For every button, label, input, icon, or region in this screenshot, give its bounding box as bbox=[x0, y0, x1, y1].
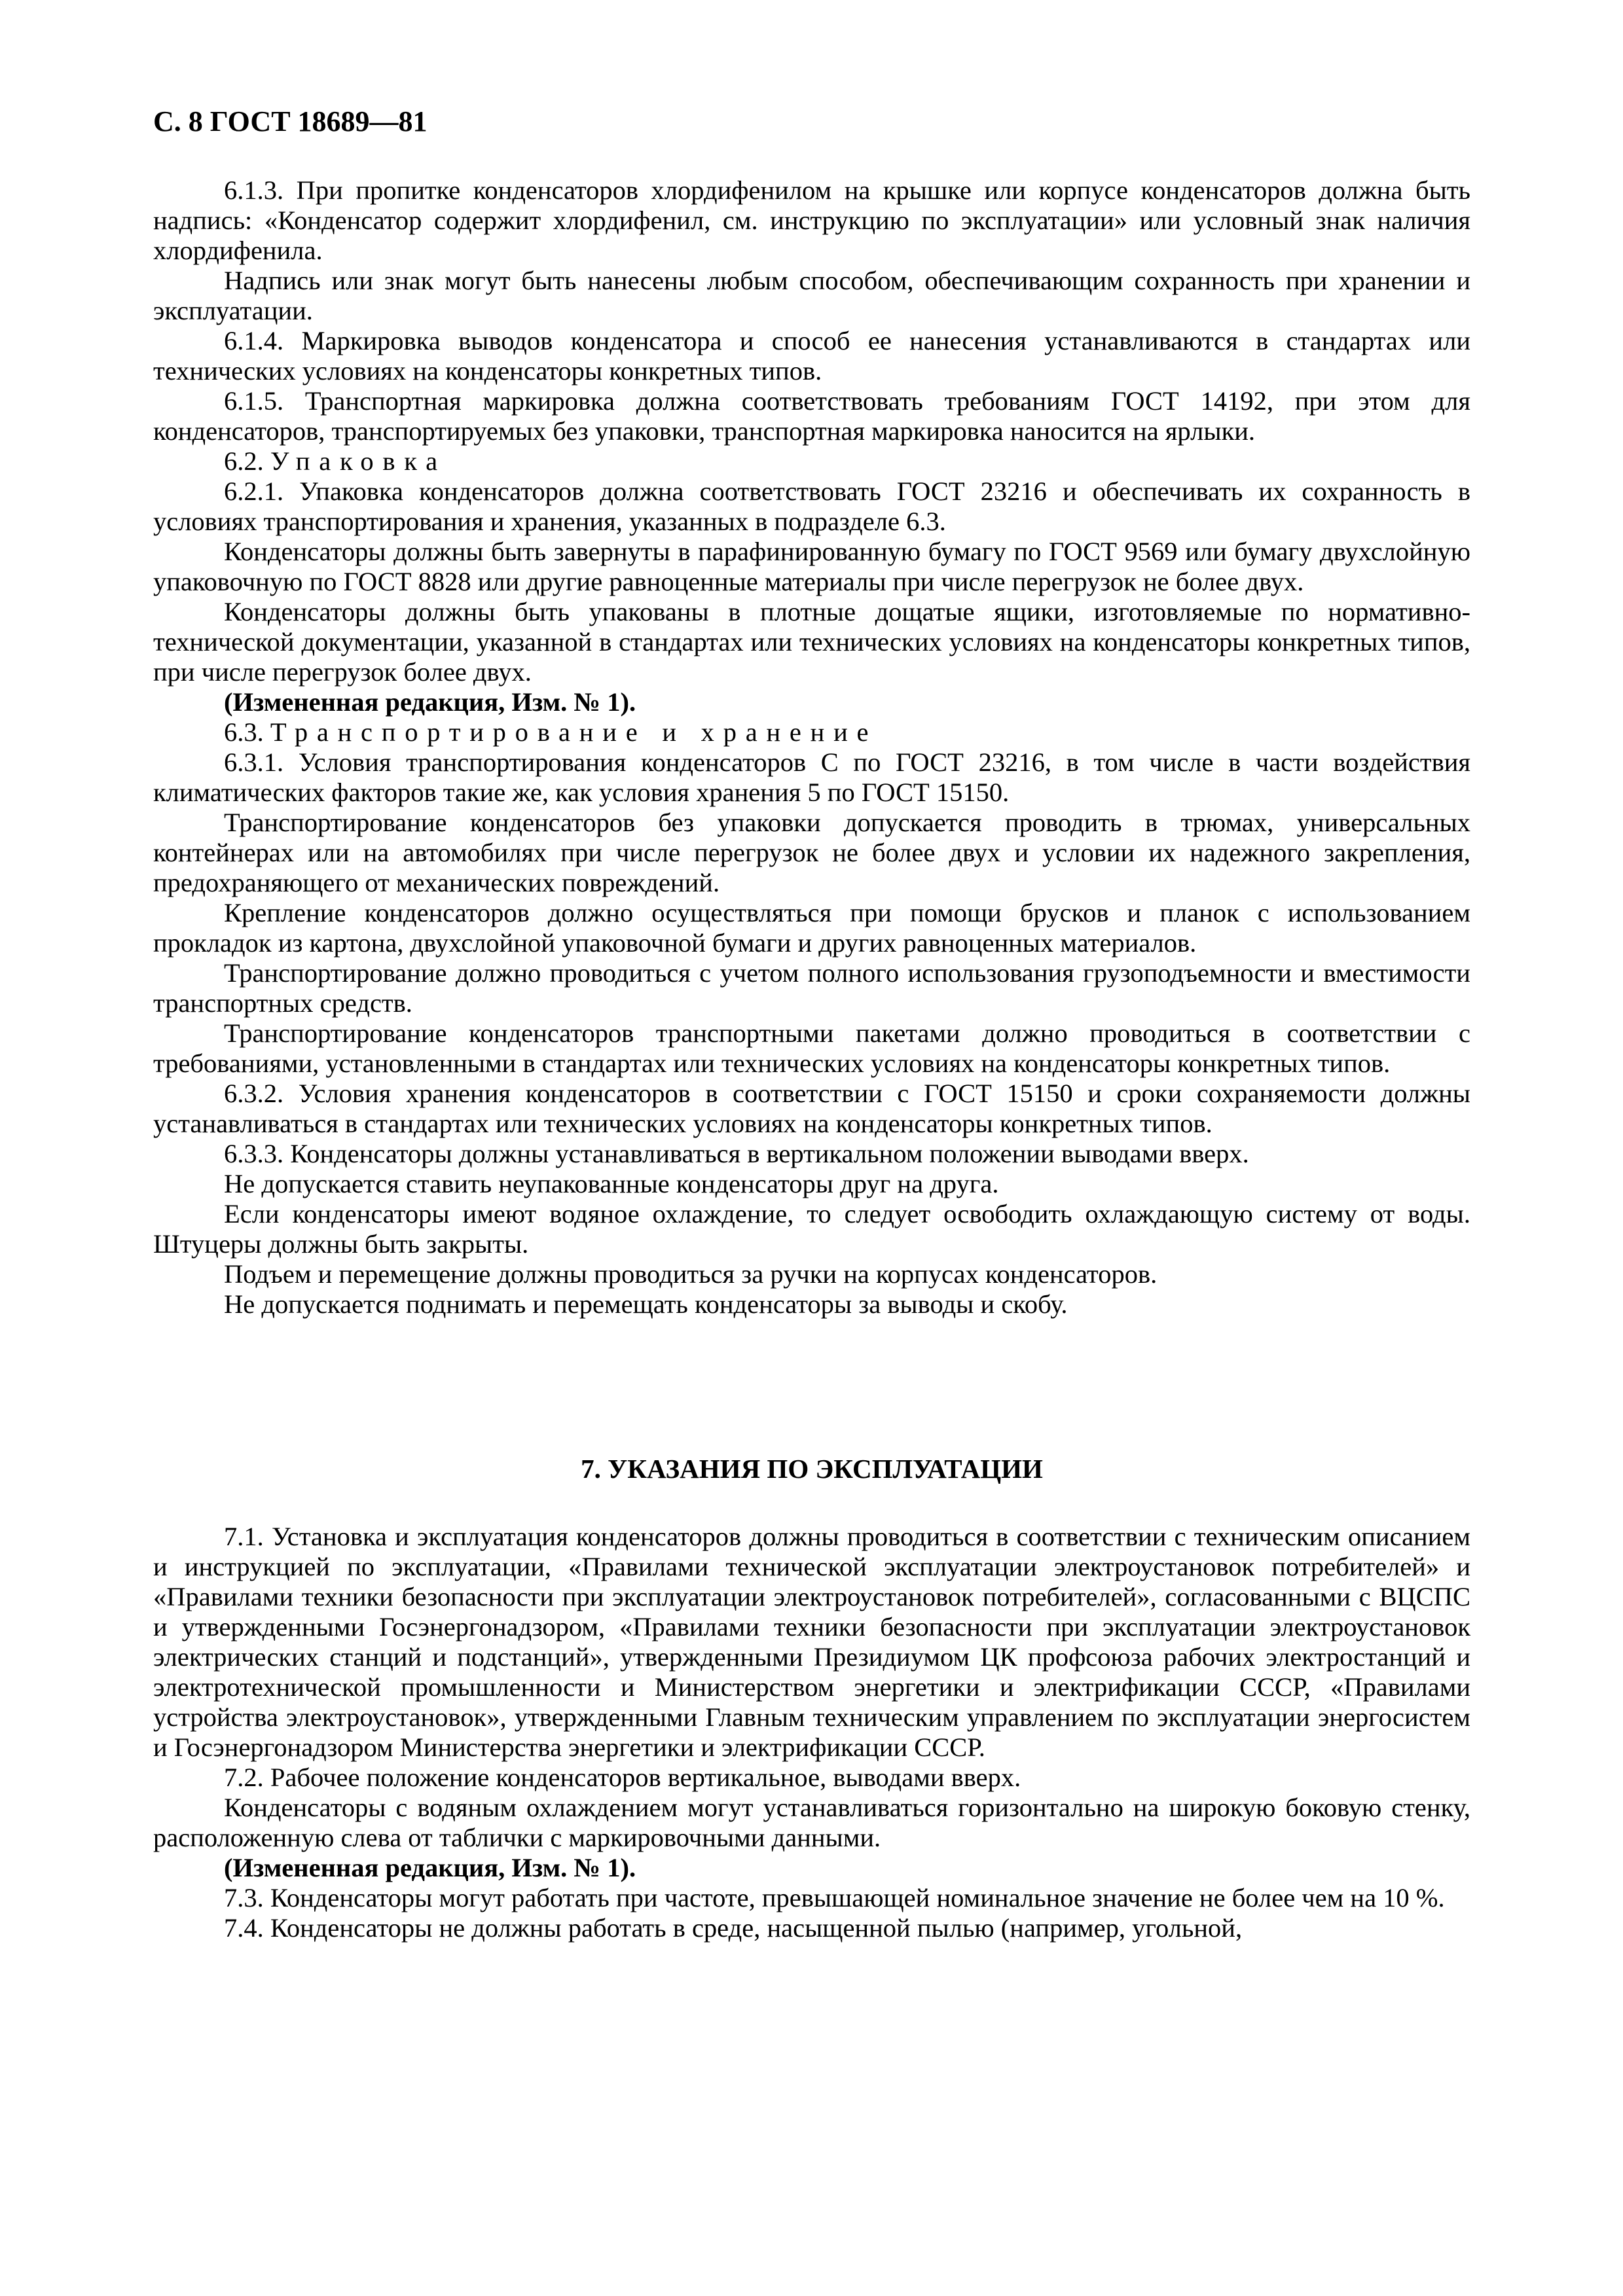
subsection-title: Упаковка bbox=[270, 446, 447, 476]
paragraph-no-lifting-by-terminals: Не допускается поднимать и перемещать конденсаторы за выводы и скобу. bbox=[224, 1289, 1068, 1319]
paragraph-transport-unpacked: Транспортирование конденсаторов без упаковки допускается проводить в трюмах, универсальных контейнерах или на автомобилях при числе перегрузок не более двух и условии их надежного закрепления, предохраняющего от механических повреждений. bbox=[153, 808, 1470, 897]
paragraph-6-1-4: 6.1.4. Маркировка выводов конденсатора и способ ее нанесения устанавливаются в стандартах или технических условиях на конденсаторы конкретных типов. bbox=[153, 326, 1470, 386]
paragraph-inscription-note: Надпись или знак могут быть нанесены любым способом, обеспечивающим сохранность при хранении и эксплуатации. bbox=[153, 266, 1470, 325]
section-7-title: 7. УКАЗАНИЯ ПО ЭКСПЛУАТАЦИИ bbox=[581, 1454, 1043, 1484]
paragraph-fastening: Крепление конденсаторов должно осуществляться при помощи брусков и планок с использованием прокладок из картона, двухслойной упаковочной бумаги и других равноценных материалов. bbox=[153, 898, 1470, 958]
subsection-heading-6-2 bbox=[153, 446, 1470, 476]
paragraph-capacity: Транспортирование должно проводиться с учетом полного использования грузоподъемности и вместимости транспортных средств. bbox=[153, 958, 1470, 1018]
paragraph-water-cooling: Если конденсаторы имеют водяное охлаждение, то следует освободить охлаждающую систему от воды. Штуцеры должны быть закрыты. bbox=[153, 1199, 1470, 1259]
subsection-number: 6.2. bbox=[224, 446, 264, 476]
paragraph-wrapping: Конденсаторы должны быть завернуты в парафинированную бумагу по ГОСТ 9569 или бумагу двухслойную упаковочную по ГОСТ 8828 или другие равноценные материалы при числе перегрузок не более двух. bbox=[153, 537, 1470, 596]
paragraph-7-4: 7.4. Конденсаторы не должны работать в среде, насыщенной пылью (например, угольной, bbox=[224, 1913, 1243, 1943]
paragraph-transport-packs: Транспортирование конденсаторов транспортными пакетами должно проводиться в соответствии с требованиями, установленными в стандартах или технических условиях на конденсаторы конкретных типов. bbox=[153, 1018, 1470, 1078]
paragraph-7-2: 7.2. Рабочее положение конденсаторов вертикальное, выводами вверх. bbox=[224, 1763, 1021, 1792]
page-header: С. 8 ГОСТ 18689—81 bbox=[153, 105, 428, 137]
amendment-note: (Измененная редакция, Изм. № 1). bbox=[224, 687, 636, 717]
paragraph-7-3: 7.3. Конденсаторы могут работать при частоте, превышающей номинальное значение не более чем на 10 %. bbox=[224, 1883, 1445, 1912]
paragraph-6-3-3: 6.3.3. Конденсаторы должны устанавливаться в вертикальном положении выводами вверх. bbox=[224, 1139, 1249, 1168]
amendment-note: (Измененная редакция, Изм. № 1). bbox=[224, 1853, 636, 1882]
section-6-body bbox=[153, 175, 1470, 1319]
paragraph-water-cooled-mounting: Конденсаторы с водяным охлаждением могут устанавливаться горизонтально на широкую боковую стенку, расположенную слева от таблички с маркировочными данными. bbox=[153, 1793, 1470, 1852]
paragraph-7-1: 7.1. Установка и эксплуатация конденсаторов должны проводиться в соответствии с техническим описанием и инструкцией по эксплуатации, «Правилами технической эксплуатации электроустановок потребителей» и «Правилами техники безопасности при эксплуатации электроустановок потребителей», согласованными с ВЦСПС и утвержденными Госэнергонадзором, «Правилами техники безопасности при эксплуатации электроустановок электрических станций и подстанций», утвержденными Президиумом ЦК профсоюза рабочих электростанций и электротехнической промышленности и Министерством энергетики и электрификации СССР, «Правилами устройства электроустановок», утвержденными Главным техническим управлением по эксплуатации энергосистем и Госэнергонадзором Министерства энергетики и электрификации СССР. bbox=[153, 1522, 1470, 1762]
subsection-number: 6.3. bbox=[224, 717, 264, 747]
paragraph-boxes: Конденсаторы должны быть упакованы в плотные дощатые ящики, изготовляемые по нормативно-технической документации, указанной в стандартах или технических условиях на конденсаторы конкретных типов, при числе перегрузок более двух. bbox=[153, 597, 1470, 687]
section-7-body bbox=[153, 1522, 1470, 1943]
paragraph-6-3-1: 6.3.1. Условия транспортирования конденсаторов С по ГОСТ 23216, в том числе в части воздействия климатических факторов такие же, как условия хранения 5 по ГОСТ 15150. bbox=[153, 747, 1470, 807]
subsection-title: Транспортирование и хранение bbox=[270, 717, 878, 747]
paragraph-lifting: Подъем и перемещение должны проводиться за ручки на корпусах конденсаторов. bbox=[224, 1259, 1158, 1289]
paragraph-6-1-3: 6.1.3. При пропитке конденсаторов хлордифенилом на крышке или корпусе конденсаторов должна быть надпись: «Конденсатор содержит хлордифенил, см. инструкцию по эксплуатации» или условный знак наличия хлордифенила. bbox=[153, 175, 1470, 265]
paragraph-6-2-1: 6.2.1. Упаковка конденсаторов должна соответствовать ГОСТ 23216 и обеспечивать их сохранность в условиях транспортирования и хранения, указанных в подразделе 6.3. bbox=[153, 476, 1470, 536]
subsection-heading-6-3 bbox=[153, 717, 1470, 747]
paragraph-6-3-2: 6.3.2. Условия хранения конденсаторов в соответствии с ГОСТ 15150 и сроки сохраняемости должны устанавливаться в стандартах или технических условиях на конденсаторы конкретных типов. bbox=[153, 1079, 1470, 1138]
paragraph-6-1-5: 6.1.5. Транспортная маркировка должна соответствовать требованиям ГОСТ 14192, при этом для конденсаторов, транспортируемых без упаковки, транспортная маркировка наносится на ярлыки. bbox=[153, 386, 1470, 446]
paragraph-no-stacking: Не допускается ставить неупакованные конденсаторы друг на друга. bbox=[224, 1169, 999, 1198]
